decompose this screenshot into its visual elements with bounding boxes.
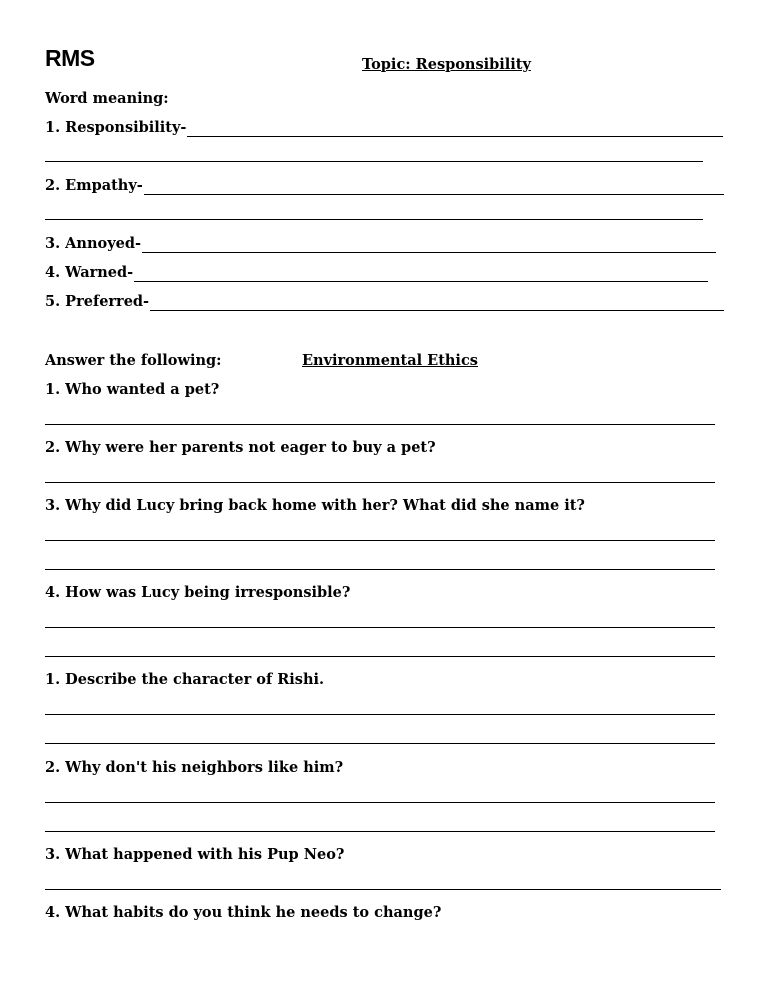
word-label: 1. Responsibility- [45, 119, 187, 136]
answer-line[interactable] [45, 802, 715, 803]
question-pup-neo: 3. What happened with his Pup Neo? [45, 846, 345, 863]
answer-line[interactable] [45, 540, 715, 541]
word-label: 4. Warned- [45, 264, 134, 281]
section-title-environmental-ethics: Environmental Ethics [302, 352, 478, 369]
word-label: 3. Annoyed- [45, 235, 141, 252]
word-item-warned [45, 264, 708, 282]
school-name: RMS [45, 45, 95, 71]
answer-blank[interactable] [187, 121, 723, 137]
answer-line[interactable] [45, 219, 703, 220]
question-lucy-irresponsible: 4. How was Lucy being irresponsible? [45, 584, 351, 601]
answer-line[interactable] [45, 889, 721, 890]
word-label: 2. Empathy- [45, 177, 143, 194]
answer-line[interactable] [45, 161, 703, 162]
word-label: 5. Preferred- [45, 293, 150, 310]
question-neighbors: 2. Why don't his neighbors like him? [45, 759, 344, 776]
answer-line[interactable] [45, 627, 715, 628]
word-item-annoyed [45, 235, 716, 253]
answer-line[interactable] [45, 714, 715, 715]
answer-line[interactable] [45, 482, 715, 483]
question-parents-not-eager: 2. Why were her parents not eager to buy a pet? [45, 439, 436, 456]
question-habits-change: 4. What habits do you think he needs to change? [45, 904, 442, 921]
answer-blank[interactable] [150, 295, 724, 311]
word-meaning-heading: Word meaning: [45, 90, 169, 107]
word-item-responsibility [45, 119, 723, 137]
word-item-empathy [45, 177, 724, 195]
word-item-preferred [45, 293, 724, 311]
answer-line[interactable] [45, 569, 715, 570]
question-who-wanted-pet: 1. Who wanted a pet? [45, 381, 220, 398]
question-character-rishi: 1. Describe the character of Rishi. [45, 671, 325, 688]
question-lucy-bring-home: 3. Why did Lucy bring back home with her? What did she name it? [45, 497, 585, 514]
answer-heading: Answer the following: [45, 352, 222, 369]
answer-line[interactable] [45, 656, 715, 657]
answer-blank[interactable] [144, 179, 724, 195]
topic-title: Topic: Responsibility [362, 56, 531, 73]
answer-line[interactable] [45, 743, 715, 744]
answer-blank[interactable] [134, 266, 708, 282]
answer-line[interactable] [45, 831, 715, 832]
answer-line[interactable] [45, 424, 715, 425]
answer-blank[interactable] [142, 237, 716, 253]
